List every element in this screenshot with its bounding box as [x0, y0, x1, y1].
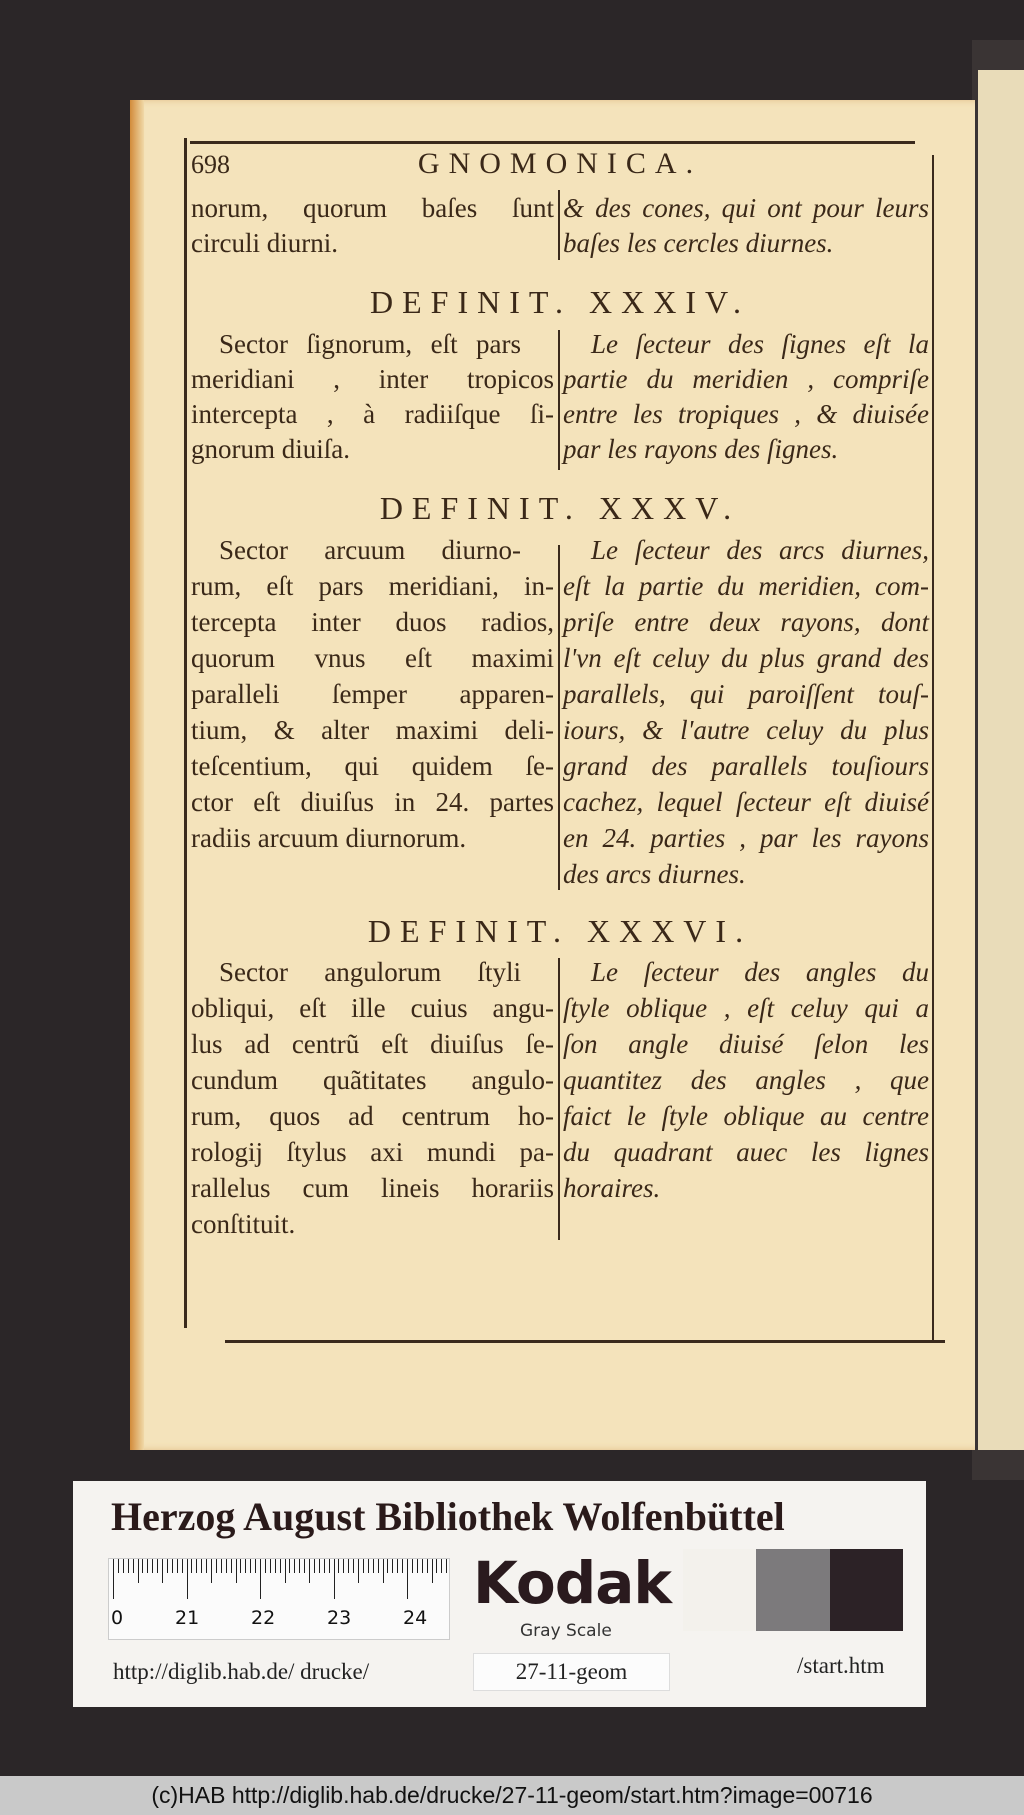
ruler-tick — [363, 1559, 364, 1573]
ruler-tick — [118, 1559, 119, 1573]
ruler-tick — [432, 1559, 433, 1583]
url-prefix: http://diglib.hab.de/ drucke/ — [113, 1659, 370, 1684]
french-line: par les rayons des ſignes. — [563, 434, 839, 464]
ruler-tick — [348, 1559, 349, 1573]
ruler-tick — [427, 1559, 428, 1573]
ruler-tick — [245, 1559, 246, 1573]
latin-line: radiis arcuum diurnorum. — [191, 823, 467, 853]
right-rule — [932, 155, 934, 1340]
ruler-tick — [304, 1559, 305, 1573]
top-rule — [190, 141, 915, 144]
french-line: ſtyle oblique , eſt celuy qui a — [563, 993, 929, 1023]
ruler — [108, 1558, 450, 1640]
ruler-tick — [226, 1559, 227, 1573]
ruler-tick — [142, 1559, 143, 1573]
ruler-tick — [128, 1559, 129, 1573]
ruler-tick — [250, 1559, 251, 1573]
page-edge — [130, 100, 144, 1450]
latin-line: rallelus cum lineis horariis — [191, 1173, 554, 1203]
ruler-tick — [329, 1559, 330, 1573]
latin-line: norum, quorum baſes ſunt — [191, 193, 554, 223]
ruler-tick — [353, 1559, 354, 1573]
ruler-tick — [368, 1559, 369, 1573]
column-divider — [558, 190, 560, 260]
ruler-tick — [392, 1559, 393, 1573]
ruler-tick — [221, 1559, 222, 1573]
ruler-tick — [177, 1559, 178, 1573]
latin-line: intercepta , à radiiſque ſi- — [191, 399, 554, 429]
latin-line: cundum quãtitates angulo- — [191, 1065, 554, 1095]
ruler-tick — [196, 1559, 197, 1573]
ruler-tick — [113, 1559, 114, 1599]
library-name: Herzog August Bibliothek Wolfenbüttel — [111, 1494, 785, 1539]
kodak-logo: Kodak — [473, 1549, 671, 1617]
copyright-footer: (c)HAB http://diglib.hab.de/drucke/27-11-geom/start.htm?image=00716 — [0, 1776, 1024, 1815]
gray-patch — [756, 1549, 829, 1631]
french-line: Le ſecteur des ſignes eſt la — [591, 329, 929, 359]
ruler-tick — [422, 1559, 423, 1573]
column-divider — [558, 958, 560, 1240]
ruler-tick — [152, 1559, 153, 1573]
french-line: quantitez des angles , que — [563, 1065, 929, 1095]
ruler-tick — [436, 1559, 437, 1573]
french-line: horaires. — [563, 1173, 661, 1203]
ruler-tick — [240, 1559, 241, 1573]
gray-scale-label: Gray Scale — [520, 1621, 612, 1641]
ruler-tick — [260, 1559, 261, 1599]
french-line: priſe entre deux rayons, dont — [563, 607, 929, 637]
column-divider — [558, 330, 560, 470]
ruler-tick — [138, 1559, 139, 1583]
ruler-tick — [275, 1559, 276, 1573]
ruler-tick — [280, 1559, 281, 1573]
latin-line: tium, & alter maximi deli- — [191, 715, 554, 745]
ruler-label: 0 — [111, 1607, 124, 1629]
ruler-tick — [397, 1559, 398, 1573]
definition-heading: DEFINIT. XXXVI. — [367, 913, 753, 949]
url-suffix: /start.htm — [797, 1653, 885, 1678]
ruler-tick — [309, 1559, 310, 1583]
gray-patch — [830, 1549, 903, 1631]
latin-line: quorum vnus eſt maximi — [191, 643, 554, 673]
ruler-tick — [270, 1559, 271, 1573]
ruler-tick — [206, 1559, 207, 1573]
bottom-rule — [225, 1340, 945, 1343]
ruler-tick — [441, 1559, 442, 1573]
ruler-label: 21 — [175, 1607, 200, 1629]
ruler-tick — [373, 1559, 374, 1573]
ruler-tick — [358, 1559, 359, 1583]
french-line: grand des parallels touſiours — [563, 751, 929, 781]
ruler-tick — [147, 1559, 148, 1573]
french-line: faict le ſtyle oblique au centre — [563, 1101, 929, 1131]
french-line: eſt la partie du meridien, com- — [563, 571, 929, 601]
ruler-tick — [294, 1559, 295, 1573]
french-line: l'vn eſt celuy du plus grand des — [563, 643, 929, 673]
ruler-tick — [319, 1559, 320, 1573]
french-line: & des cones, qui ont pour leurs — [563, 193, 929, 223]
shelfmark: 27-11-geom — [473, 1653, 670, 1691]
latin-line: obliqui, eſt ille cuius angu- — [191, 993, 554, 1023]
ruler-tick — [201, 1559, 202, 1573]
ruler-tick — [191, 1559, 192, 1573]
latin-line: rum, quos ad centrum ho- — [191, 1101, 554, 1131]
library-color-card — [73, 1481, 926, 1707]
french-line: des arcs diurnes. — [563, 859, 746, 889]
definition-heading: DEFINIT. XXXIV. — [369, 284, 750, 320]
latin-line: Sector angulorum ſtyli — [219, 957, 521, 987]
ruler-tick — [231, 1559, 232, 1573]
column-divider — [558, 545, 560, 890]
latin-line: paralleli ſemper apparen- — [191, 679, 554, 709]
definition-heading: DEFINIT. XXXV. — [379, 490, 741, 526]
gray-scale-patches — [683, 1549, 903, 1631]
ruler-tick — [123, 1559, 124, 1573]
running-title: GNOMONICA. — [417, 147, 703, 180]
ruler-tick — [157, 1559, 158, 1573]
ruler-tick — [334, 1559, 335, 1599]
ruler-tick — [255, 1559, 256, 1573]
french-line: du quadrant auec les lignes — [563, 1137, 929, 1167]
latin-line: rum, eſt pars meridiani, in- — [191, 571, 554, 601]
latin-line: gnorum diuiſa. — [191, 434, 350, 464]
ruler-tick — [402, 1559, 403, 1573]
ruler-tick — [187, 1559, 188, 1599]
latin-line: lus ad centrũ eſt diuiſus ſe- — [191, 1029, 554, 1059]
french-line: parallels, qui paroiſſent touſ- — [563, 679, 929, 709]
french-line: Le ſecteur des arcs diurnes, — [591, 535, 929, 565]
french-line: iours, & l'autre celuy du plus — [563, 715, 929, 745]
ruler-tick — [133, 1559, 134, 1573]
french-line: entre les tropiques , & diuisée — [563, 399, 929, 429]
french-line: Le ſecteur des angles du — [591, 957, 929, 987]
ruler-tick — [162, 1559, 163, 1583]
ruler-tick — [446, 1559, 447, 1573]
ruler-tick — [236, 1559, 237, 1583]
latin-line: circuli diurni. — [191, 228, 338, 258]
latin-line: tercepta inter duos radios, — [191, 607, 554, 637]
latin-line: Sector ſignorum, eſt pars — [219, 329, 521, 359]
french-line: en 24. parties , par les rayons — [563, 823, 929, 853]
ruler-tick — [378, 1559, 379, 1573]
french-line: baſes les cercles diurnes. — [563, 228, 834, 258]
ruler-tick — [299, 1559, 300, 1573]
ruler-tick — [387, 1559, 388, 1573]
ruler-tick — [338, 1559, 339, 1573]
gray-patch — [683, 1549, 756, 1631]
latin-line: meridiani , inter tropicos — [191, 364, 554, 394]
ruler-tick — [412, 1559, 413, 1573]
french-line: partie du meridien , compriſe — [563, 364, 929, 394]
ruler-label: 24 — [403, 1607, 428, 1629]
ruler-label: 23 — [327, 1607, 352, 1629]
ruler-tick — [265, 1559, 266, 1573]
ruler-label: 22 — [251, 1607, 276, 1629]
ruler-tick — [383, 1559, 384, 1583]
page-number: 698 — [191, 150, 230, 179]
ruler-tick — [407, 1559, 408, 1599]
ruler-tick — [211, 1559, 212, 1583]
latin-line: rologij ſtylus axi mundi pa- — [191, 1137, 554, 1167]
latin-line: Sector arcuum diurno- — [219, 535, 521, 565]
ruler-tick — [314, 1559, 315, 1573]
french-line: ſon angle diuisé ſelon les — [563, 1029, 929, 1059]
ruler-tick — [182, 1559, 183, 1573]
latin-line: conſtituit. — [191, 1209, 296, 1239]
ruler-tick — [285, 1559, 286, 1583]
ruler-tick — [289, 1559, 290, 1573]
ruler-tick — [343, 1559, 344, 1573]
french-line: cachez, lequel ſecteur eſt diuisé — [563, 787, 929, 817]
latin-line: teſcentium, qui quidem ſe- — [191, 751, 554, 781]
next-page-edge — [978, 70, 1024, 1450]
ruler-tick — [216, 1559, 217, 1573]
ruler-tick — [324, 1559, 325, 1573]
ruler-tick — [417, 1559, 418, 1573]
latin-line: ctor eſt diuiſus in 24. partes — [191, 787, 554, 817]
ruler-tick — [172, 1559, 173, 1573]
ruler-tick — [167, 1559, 168, 1573]
